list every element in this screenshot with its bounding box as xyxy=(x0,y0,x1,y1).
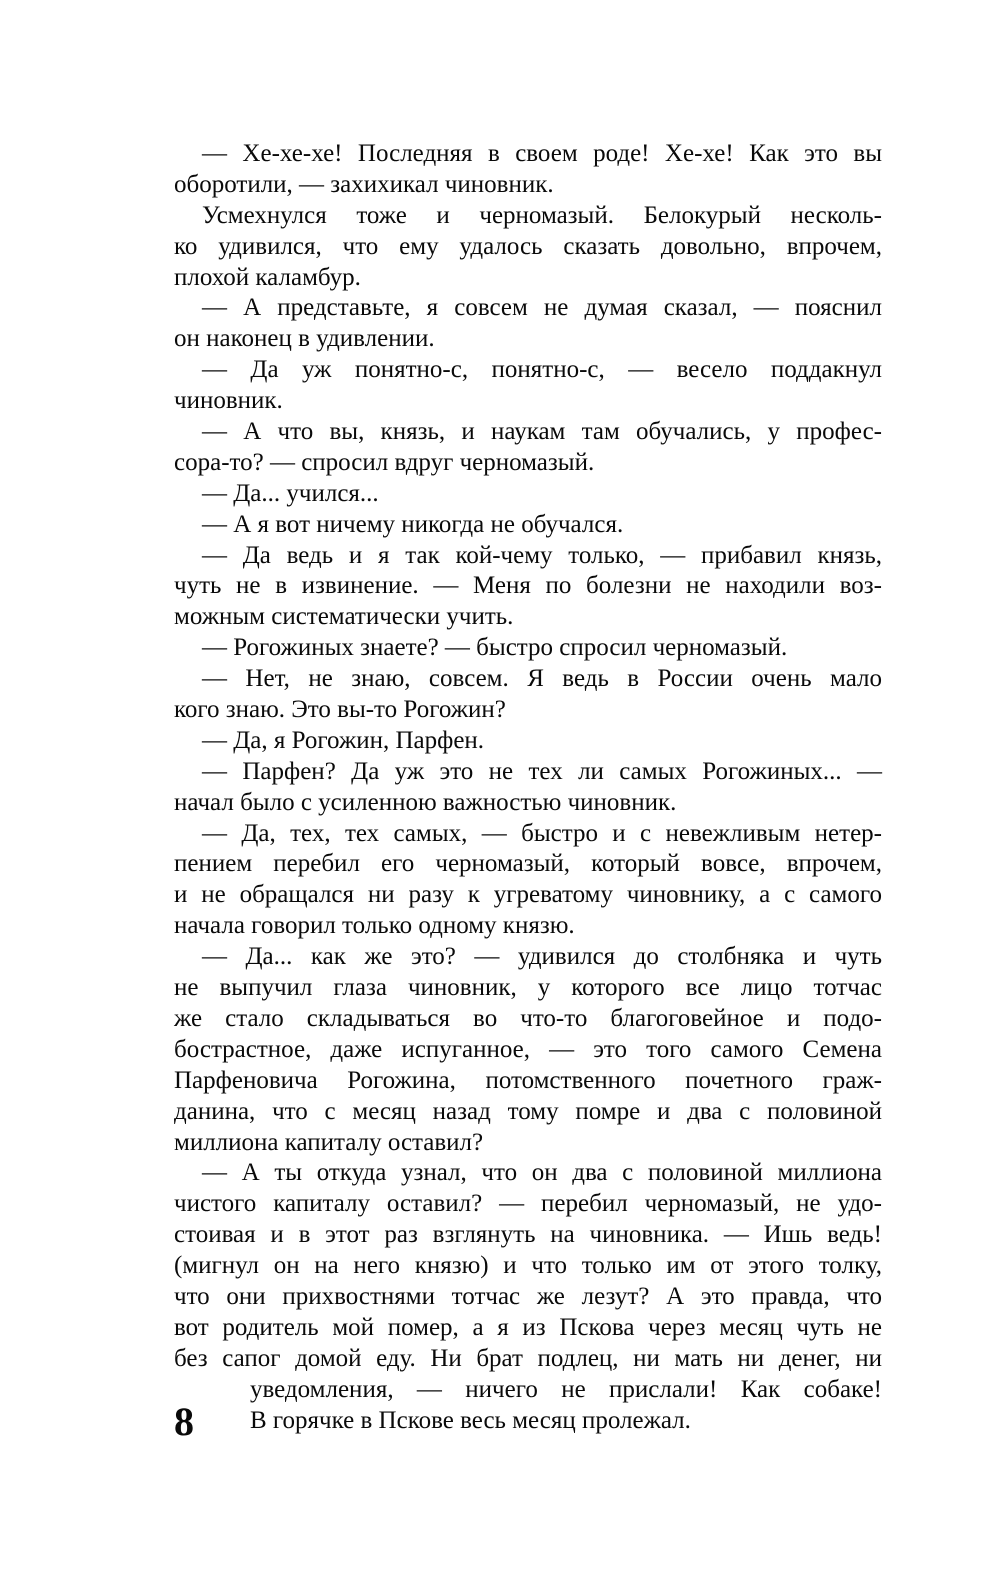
text-line: вот родитель мой помер, а я из Пскова через месяц чуть не xyxy=(174,1313,882,1341)
text-line: без сапог домой еду. Ни брат подлец, ни мать ни денег, ни xyxy=(174,1344,882,1372)
text-line: — Хе-хе-хе! Последняя в своем роде! Хе-хе! Как это вы xyxy=(202,140,882,167)
text-line: — Нет, не знаю, совсем. Я ведь в России очень мало xyxy=(202,665,882,693)
text-line: — А я вот ничему никогда не обучался. xyxy=(202,510,624,538)
text-block xyxy=(174,139,882,1436)
text-line: стоивая и в этот раз взглянуть на чиновника. — Ишь ведь! xyxy=(174,1221,882,1249)
text-line: Усмехнулся тоже и черномазый. Белокурый несколь- xyxy=(202,201,882,229)
text-line: В горячке в Пскове весь месяц пролежал. xyxy=(250,1406,691,1434)
text-line: кого знаю. Это вы-то Рогожин? xyxy=(174,696,506,724)
text-line: — А что вы, князь, и наукам там обучались, у профес- xyxy=(202,418,882,446)
page-number: 8 xyxy=(174,1399,194,1444)
text-line: оборотили, — захихикал чиновник. xyxy=(174,170,554,198)
text-line: чистого капиталу оставил? — перебил черномазый, не удо- xyxy=(174,1190,882,1218)
text-line: начала говорил только одному князю. xyxy=(174,912,575,940)
text-line: что они прихвостнями тотчас же лезут? А это правда, что xyxy=(174,1282,882,1310)
text-line: — А представьте, я совсем не думая сказал, — пояснил xyxy=(202,294,882,322)
text-line: — Да уж понятно-с, понятно-с, — весело поддакнул xyxy=(202,356,882,384)
text-line: сора-то? — спросил вдруг черномазый. xyxy=(174,448,595,476)
text-line: же стало складываться во что-то благоговейное и подо- xyxy=(174,1004,882,1032)
text-line: — Да, тех, тех самых, — быстро и с невежливым нетер- xyxy=(202,819,882,847)
text-line: ко удивился, что ему удалось сказать довольно, впрочем, xyxy=(174,232,882,260)
text-line: данина, что с месяц назад тому помре и два с половиной xyxy=(174,1097,882,1125)
text-line: бострастное, даже испуганное, — это того самого Семена xyxy=(174,1035,882,1063)
text-line: — Рогожиных знаете? — быстро спросил черномазый. xyxy=(202,634,788,662)
text-line: — Да, я Рогожин, Парфен. xyxy=(202,726,485,754)
text-line: пением перебил его черномазый, который вовсе, впрочем, xyxy=(174,850,882,878)
text-line: не выпучил глаза чиновник, у которого все лицо тотчас xyxy=(174,974,882,1002)
text-line: — Да... учился... xyxy=(202,479,379,507)
text-line: — А ты откуда узнал, что он два с половиной миллиона xyxy=(202,1159,882,1187)
text-line: чиновник. xyxy=(174,387,283,415)
text-line: можным систематически учить. xyxy=(174,603,514,631)
text-line: начал было с усиленною важностью чиновник. xyxy=(174,788,677,816)
text-line: — Да... как же это? — удивился до столбняка и чуть xyxy=(202,943,882,971)
text-line: уведомления, — ничего не прислали! Как собаке! xyxy=(250,1375,882,1403)
text-line: плохой каламбур. xyxy=(174,263,361,291)
text-line: — Да ведь и я так кой-чему только, — прибавил князь, xyxy=(202,541,882,569)
text-line: он наконец в удивлении. xyxy=(174,325,435,353)
text-line: — Парфен? Да уж это не тех ли самых Рогожиных... — xyxy=(202,757,882,785)
text-line: (мигнул он на него князю) и что только им от этого толку, xyxy=(174,1252,882,1280)
text-line: и не обращался ни разу к угреватому чиновнику, а с самого xyxy=(174,881,882,909)
text-line: чуть не в извинение. — Меня по болезни не находили воз- xyxy=(174,572,882,600)
text-line: Парфеновича Рогожина, потомственного почетного граж- xyxy=(174,1066,882,1094)
text-line: миллиона капиталу оставил? xyxy=(174,1128,484,1156)
